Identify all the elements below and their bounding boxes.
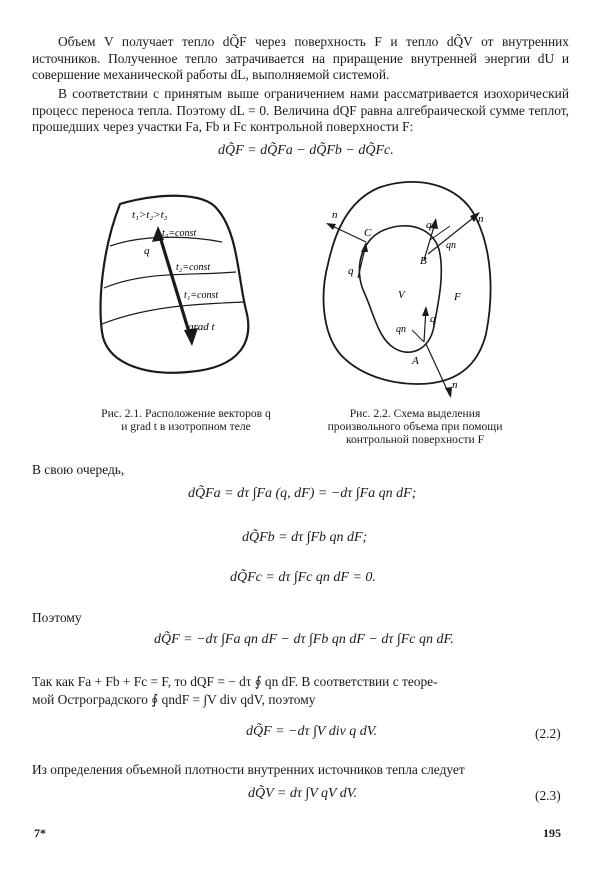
caption-fig-2-1: Рис. 2.1. Расположение векторов q и grad t в изотропном теле xyxy=(101,407,271,434)
fig2-label-n-right: n xyxy=(478,213,484,225)
equation-heat-sum: dQ̃F = dQ̃Fa − dQ̃Fb − dQ̃Fc. xyxy=(218,143,394,158)
fig1-label-q: q xyxy=(144,245,150,257)
fig1-label-t3: t₃=const xyxy=(162,228,197,239)
fig2-label-qn-b: qn xyxy=(446,240,456,251)
fig2-label-n-left: n xyxy=(332,209,338,221)
fig2-label-n-bottom: n xyxy=(452,379,458,391)
grad-t-arrow xyxy=(158,230,192,342)
equation-fc: dQ̃Fc = dτ ∫Fc qn dF = 0. xyxy=(230,570,376,585)
qn-a xyxy=(412,330,424,342)
fig2-label-q-a: q xyxy=(430,313,436,325)
equation-number-2-2: (2.2) xyxy=(535,726,561,741)
equation-div: dQ̃F = −dτ ∫V div q dV. xyxy=(246,724,378,739)
normal-c-head xyxy=(326,223,336,230)
fig1-label-grad: grad t xyxy=(188,321,215,333)
text-since-line1: Так как Fa + Fb + Fc = F, то dQF = − dτ ∮ qn dF. В соответствии с теоре- xyxy=(32,674,438,689)
q-a-head xyxy=(422,306,429,316)
fig2-label-q-b: q xyxy=(426,219,432,231)
footer-signature-mark: 7* xyxy=(34,826,46,840)
text-in-turn: В свою очередь, xyxy=(32,462,125,477)
figure-2-1 xyxy=(92,190,252,380)
fig2-label-c: C xyxy=(364,227,372,239)
control-surface-outer xyxy=(324,182,491,384)
text-since-line2: мой Остроградского ∮ qndF = ∫V div qdV, поэтому xyxy=(32,692,316,707)
fig1-label-t1: t₁=const xyxy=(184,290,219,301)
fig2-label-qn-a: qn xyxy=(396,324,406,335)
caption-fig-2-2: Рис. 2.2. Схема выделения произвольного объема при помощи контрольной поверхности F xyxy=(327,407,503,447)
figure-2-2 xyxy=(318,174,500,398)
paragraph-intro: Объем V получает тепло dQ̃F через поверхность F и тепло dQ̃V от внутренних источников. Полученное тепло затрачивается на приращение внутренней энергии dU и совершение механической работы dL, выполняемой системой. xyxy=(32,34,569,83)
equation-total: dQ̃F = −dτ ∫Fa qn dF − dτ ∫Fb qn dF − dτ ∫Fc qn dF. xyxy=(154,632,454,647)
fig2-label-a: A xyxy=(412,355,419,367)
normal-a-head xyxy=(445,387,452,398)
paragraph-isochoric: В соответствии с принятым выше ограничением нами рассматривается изохорический процесс переноса тепла. Поэтому dL = 0. Величина dQF равна алгебраической сумме теплот, прошедших через участки Fa, Fb и Fc контрольной поверхности F: xyxy=(32,86,569,135)
text-therefore: Поэтому xyxy=(32,610,82,625)
equation-fa: dQ̃Fa = dτ ∫Fa (q, dF) = −dτ ∫Fa qn dF; xyxy=(188,486,417,501)
fig2-label-b: B xyxy=(420,255,427,267)
fig1-label-ineq: t₁>t₂>t₃ xyxy=(132,209,168,221)
fig2-label-v: V xyxy=(398,289,405,301)
equation-number-2-3: (2.3) xyxy=(535,788,561,803)
isotherm-t1 xyxy=(102,302,244,324)
equation-vol: dQ̃V = dτ ∫V qV dV. xyxy=(248,786,358,801)
equation-fb: dQ̃Fb = dτ ∫Fb qn dF; xyxy=(242,530,368,545)
text-from-definition: Из определения объемной плотности внутренних источников тепла следует xyxy=(32,762,465,777)
fig2-label-q-c: q xyxy=(348,265,354,277)
fig2-label-f: F xyxy=(454,291,461,303)
page-number: 195 xyxy=(543,826,561,840)
fig1-label-t2: t₂=const xyxy=(176,262,211,273)
